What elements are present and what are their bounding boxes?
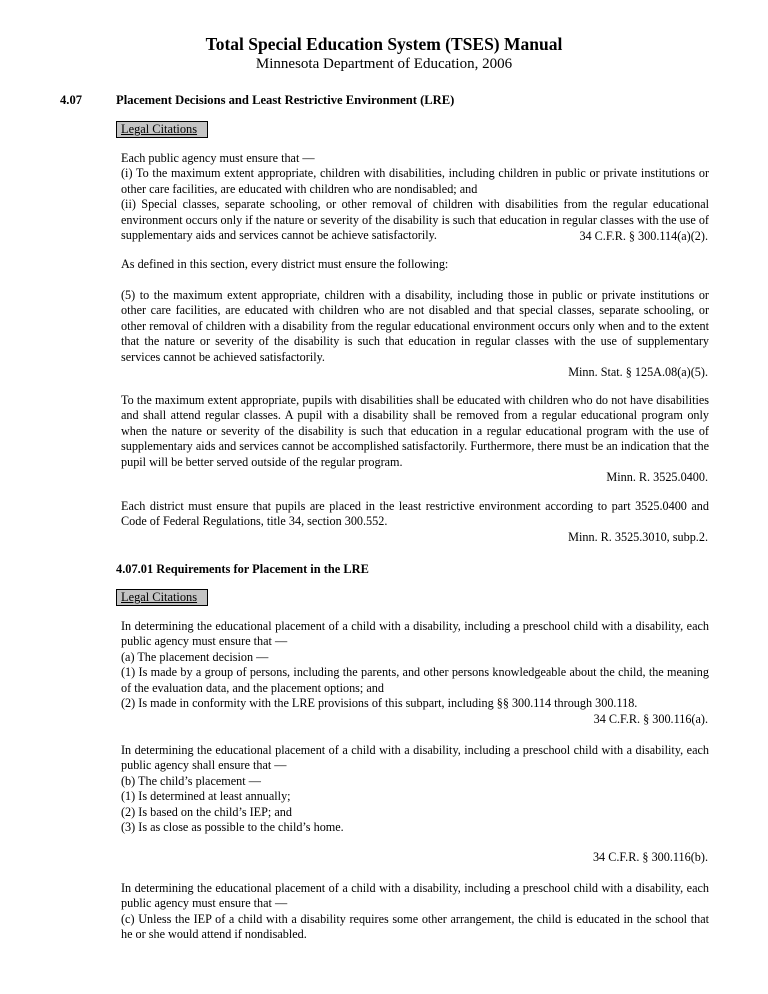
section-title: Placement Decisions and Least Restrictive Environment (LRE) (116, 93, 455, 107)
block6-b3: (3) Is as close as possible to the child’s home. (121, 820, 344, 835)
block4-citation: Minn. R. 3525.3010, subp.2. (568, 530, 708, 544)
block6-citation: 34 C.F.R. § 300.116(b). (592, 850, 708, 864)
block6-b2: (2) Is based on the child’s IEP; and (121, 804, 292, 819)
section-number: 4.07 (60, 93, 83, 107)
document-subtitle: Minnesota Department of Education, 2006 (255, 56, 513, 72)
block6-b: (b) The child’s placement — (121, 773, 261, 788)
subsection-title: 4.07.01 Requirements for Placement in the LRE (116, 562, 369, 576)
block1-item-i: (i) To the maximum extent appropriate, children with disabilities, including children in public or private institutions or other care facilities, are educated with children who are nondisabled; and (121, 166, 709, 196)
block5-a: (a) The placement decision — (121, 649, 269, 664)
block5-a2: (2) Is made in conformity with the LRE provisions of this subpart, including §§ 300.114 through 300.118. (121, 696, 638, 711)
legal-citations-label-2: Legal Citations (116, 589, 208, 606)
legal-citations-label: Legal Citations (116, 121, 208, 138)
block5-intro: In determining the educational placement of a child with a disability, including a preschool child with a disability, each public agency must ensure that — (121, 619, 709, 649)
block6-b1: (1) Is determined at least annually; (121, 789, 291, 804)
block7-c: (c) Unless the IEP of a child with a disability requires some other arrangement, the child is educated in the school that he or she would attend if nondisabled. (121, 911, 709, 942)
citation-block-7 (121, 881, 709, 943)
block3-citation: Minn. R. 3525.0400. (606, 470, 708, 484)
block5-citation: 34 C.F.R. § 300.116(a). (593, 712, 708, 726)
block3-text: To the maximum extent appropriate, pupils with disabilities shall be educated with children who do not have disabilities and shall attend regular classes. A pupil with a disability shall be removed from a regular educational program only when the nature or severity of the disability is such that education in a regular educational program with the use of supplementary aids and services cannot be accomplished satisfactorily. Furthermore, there must be an indication that the pupil will be better served outside of the regular program. (121, 393, 709, 469)
block2-intro: As defined in this section, every district must ensure the following: (121, 257, 449, 271)
block2-text: (5) to the maximum extent appropriate, children with a disability, including those in public or private institutions or other care facilities, are educated with children who are not disabled and that special classes, separate schooling, or other removal of children with a disability from the regular educational environment occurs only when and to the extent that the nature or severity of the disability is such that education in regular classes with the use of supplementary services cannot be achieved satisfactorily. (121, 288, 709, 364)
block4-text: Each district must ensure that pupils are placed in the least restrictive environment according to part 3525.0400 and Code of Federal Regulations, title 34, section 300.552. (121, 499, 709, 529)
citation-block-5 (121, 619, 709, 711)
document-title: Total Special Education System (TSES) Manual (205, 34, 563, 54)
block1-intro: Each public agency must ensure that — (121, 151, 315, 165)
block6-intro: In determining the educational placement of a child with a disability, including a preschool child with a disability, each public agency shall ensure that — (121, 743, 709, 773)
block5-a1: (1) Is made by a group of persons, including the parents, and other persons knowledgeable about the child, the meaning of the evaluation data, and the placement options; and (121, 665, 709, 695)
block2-citation: Minn. Stat. § 125A.08(a)(5). (568, 365, 708, 379)
block1-citation: 34 C.F.R. § 300.114(a)(2). (579, 229, 708, 243)
block7-intro: In determining the educational placement of a child with a disability, including a preschool child with a disability, each public agency must ensure that — (121, 881, 709, 911)
block1-item-ii: (ii) Special classes, separate schooling, or other removal of children with disabilities from the regular educational environment occurs only if the nature or severity of the disability is such that education in regular classes with the use of supplementary aids and services cannot be achieve satisfactorily. (121, 197, 709, 243)
citation-block-6 (121, 743, 709, 835)
